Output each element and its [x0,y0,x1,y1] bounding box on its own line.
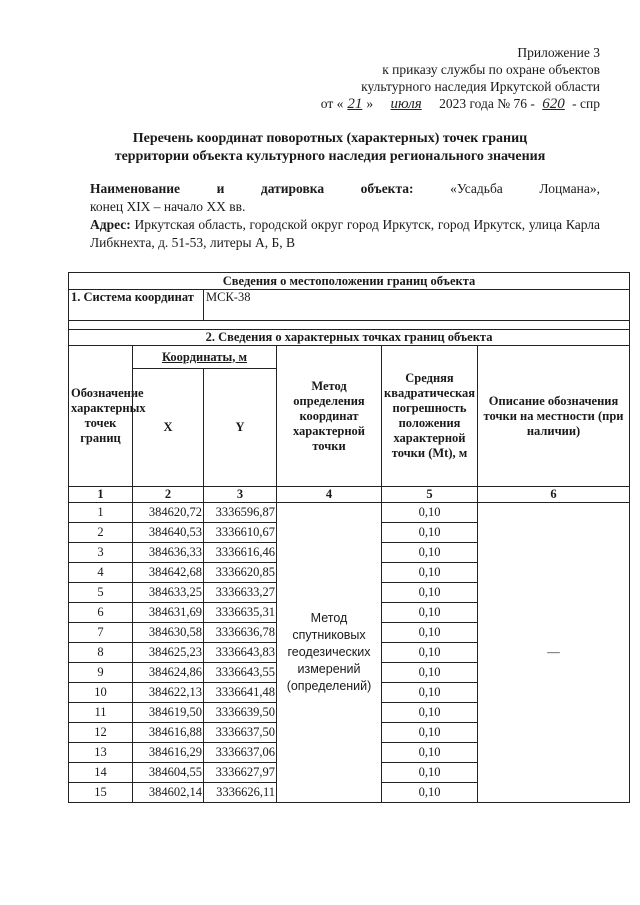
accuracy-cell: 0,10 [382,603,478,623]
y-coordinate-cell: 3336639,50 [204,703,277,723]
point-number-cell: 13 [69,743,133,763]
accuracy-cell: 0,10 [382,703,478,723]
accuracy-cell: 0,10 [382,563,478,583]
object-dating: конец XIX – начало XX вв. [90,199,246,214]
x-coordinate-cell: 384602,14 [133,783,204,803]
y-coordinate-cell: 3336643,55 [204,663,277,683]
x-coordinate-cell: 384631,69 [133,603,204,623]
point-number-cell: 1 [69,503,133,523]
y-coordinate-cell: 3336643,83 [204,643,277,663]
name-value-2: Лоцмана», [539,181,600,196]
x-coordinate-cell: 384616,88 [133,723,204,743]
x-coordinate-cell: 384640,53 [133,523,204,543]
address-value: Иркутская область, городской округ город Иркутск, город Иркутск, улица Карла Либкнехта, д. 51-53, литеры А, Б, В [90,217,600,250]
method-cell: Метод спутниковых геодезических измерений (определений) [277,503,382,803]
point-number-cell: 12 [69,723,133,743]
point-number-cell: 4 [69,563,133,583]
accuracy-cell: 0,10 [382,763,478,783]
point-number-cell: 8 [69,643,133,663]
accuracy-cell: 0,10 [382,723,478,743]
point-number-cell: 3 [69,543,133,563]
object-name-line [90,180,600,198]
spacer-row [69,321,630,330]
col-header-accuracy: Средняя квадратическая погрешность положения характерной точки (Mt), м [382,346,478,487]
coordinates-table [68,272,630,803]
order-number: 620 [542,96,565,112]
col-header-x: X [133,369,204,487]
x-coordinate-cell: 384622,13 [133,683,204,703]
x-coordinate-cell: 384630,58 [133,623,204,643]
point-number-cell: 15 [69,783,133,803]
y-coordinate-cell: 3336641,48 [204,683,277,703]
name-label-3: датировка [260,181,325,196]
col-number: 4 [277,487,382,503]
coordinate-system-label: 1. Система координат [69,290,204,321]
col-number: 3 [204,487,277,503]
col-number: 1 [69,487,133,503]
col-number: 5 [382,487,478,503]
y-coordinate-cell: 3336627,97 [204,763,277,783]
col-number: 6 [478,487,630,503]
accuracy-cell: 0,10 [382,583,478,603]
point-number-cell: 10 [69,683,133,703]
accuracy-cell: 0,10 [382,683,478,703]
document-title [60,130,600,166]
date-day: 21 [347,96,363,112]
order-suffix: - спр [572,96,600,111]
point-number-cell: 7 [69,623,133,643]
x-coordinate-cell: 384636,33 [133,543,204,563]
accuracy-cell: 0,10 [382,503,478,523]
point-number-cell: 5 [69,583,133,603]
title-line-2: территории объекта культурного наследия регионального значения [114,149,546,164]
appendix-line-1: Приложение 3 [517,45,600,60]
point-number-cell: 14 [69,763,133,783]
y-coordinate-cell: 3336596,87 [204,503,277,523]
x-coordinate-cell: 384619,50 [133,703,204,723]
y-coordinate-cell: 3336635,31 [204,603,277,623]
name-label-1: Наименование [90,181,180,196]
y-coordinate-cell: 3336637,50 [204,723,277,743]
accuracy-cell: 0,10 [382,663,478,683]
col-header-method: Метод определения координат характерной точки [277,346,382,487]
description-cell: — [478,503,630,803]
x-coordinate-cell: 384625,23 [133,643,204,663]
name-value-1: «Усадьба [450,181,503,196]
col-header-coords: Координаты, м [133,346,277,369]
accuracy-cell: 0,10 [382,743,478,763]
column-numbers-row [69,487,630,503]
name-label-4: объекта: [360,181,414,196]
point-number-cell: 9 [69,663,133,683]
col-number: 2 [133,487,204,503]
accuracy-cell: 0,10 [382,523,478,543]
coordinate-system-value: МСК-38 [204,290,630,321]
x-coordinate-cell: 384604,55 [133,763,204,783]
x-coordinate-cell: 384620,72 [133,503,204,523]
appendix-line-3: культурного наследия Иркутской области [361,79,600,94]
col-header-point: Обозначение характерных точек границ [69,346,133,487]
table-row [69,503,630,523]
x-coordinate-cell: 384642,68 [133,563,204,583]
y-coordinate-cell: 3336610,67 [204,523,277,543]
coordinates-rows [69,503,630,803]
y-coordinate-cell: 3336620,85 [204,563,277,583]
point-number-cell: 2 [69,523,133,543]
section-2-title: 2. Сведения о характерных точках границ объекта [69,330,630,346]
accuracy-cell: 0,10 [382,783,478,803]
object-address [90,216,600,252]
address-label: Адрес: [90,217,131,232]
appendix-header [321,44,600,113]
title-line-1: Перечень координат поворотных (характерных) точек границ [132,131,528,146]
section-1-title: Сведения о местоположении границ объекта [69,273,630,290]
accuracy-cell: 0,10 [382,643,478,663]
date-year: 2023 года № 76 - [439,96,535,111]
date-mid: » [366,96,374,111]
y-coordinate-cell: 3336637,06 [204,743,277,763]
date-prefix: от « [320,96,344,111]
y-coordinate-cell: 3336636,78 [204,623,277,643]
date-month: июля [390,96,422,112]
object-info [90,180,600,252]
y-coordinate-cell: 3336626,11 [204,783,277,803]
y-coordinate-cell: 3336616,46 [204,543,277,563]
appendix-line-2: к приказу службы по охране объектов [382,62,600,77]
col-header-y: Y [204,369,277,487]
x-coordinate-cell: 384624,86 [133,663,204,683]
accuracy-cell: 0,10 [382,543,478,563]
accuracy-cell: 0,10 [382,623,478,643]
point-number-cell: 6 [69,603,133,623]
col-header-description: Описание обозначения точки на местности (при наличии) [478,346,630,487]
point-number-cell: 11 [69,703,133,723]
x-coordinate-cell: 384633,25 [133,583,204,603]
x-coordinate-cell: 384616,29 [133,743,204,763]
y-coordinate-cell: 3336633,27 [204,583,277,603]
name-label-2: и [216,181,225,196]
appendix-date-line [321,95,600,113]
